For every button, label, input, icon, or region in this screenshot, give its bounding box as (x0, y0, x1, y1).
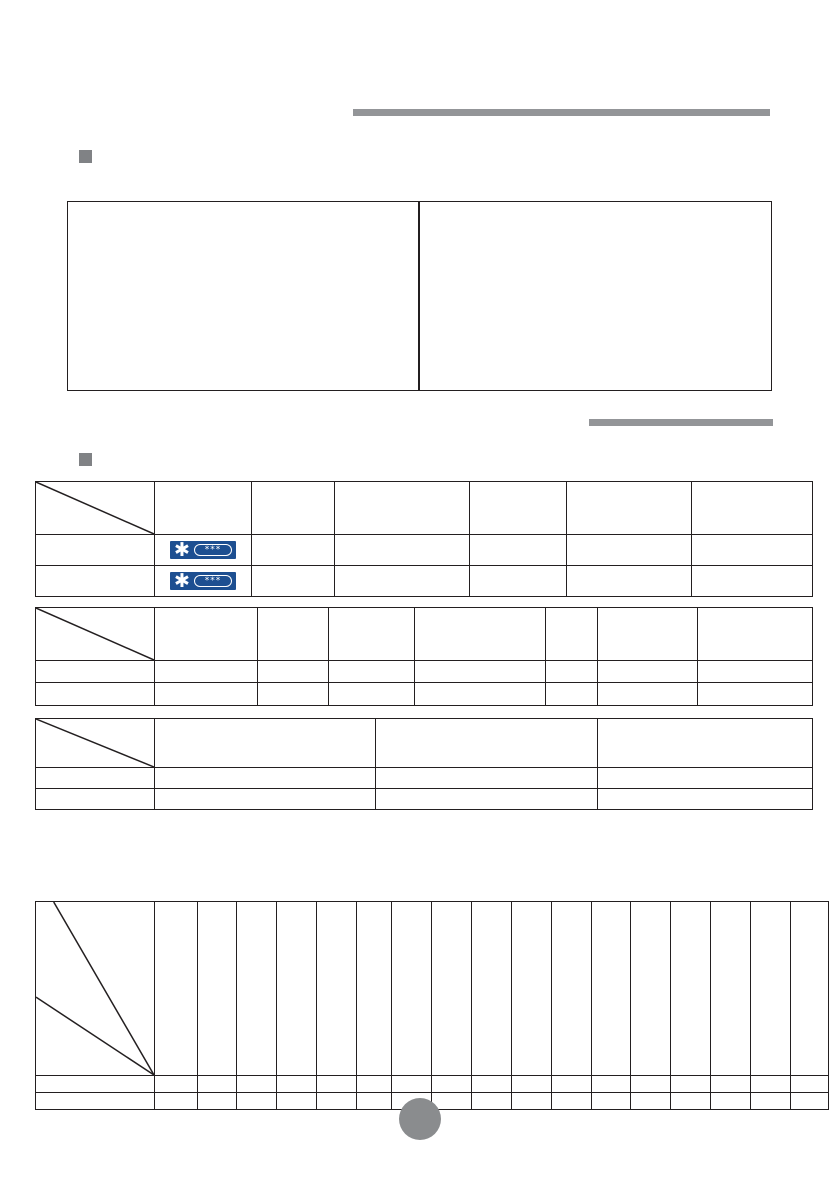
table-cell (277, 1093, 317, 1110)
table-cell (592, 1076, 631, 1093)
table-cell (698, 661, 813, 683)
table-header-cell (567, 482, 692, 535)
section-rule-top (353, 109, 770, 116)
table-header-cell (237, 902, 277, 1076)
table-header-cell (198, 902, 237, 1076)
table-row-label (36, 683, 155, 706)
table-header-cell (335, 482, 470, 535)
table-cell (155, 768, 376, 789)
table-cell (155, 1093, 198, 1110)
table-cell (671, 1076, 711, 1093)
table-header-cell (392, 902, 432, 1076)
table-cell (598, 661, 698, 683)
table-row-label (36, 566, 155, 597)
spec-table-1 (35, 481, 813, 597)
table-cell (512, 1076, 552, 1093)
freezer-icon-cell (155, 566, 252, 597)
table-cell (751, 1093, 791, 1110)
table-cell (415, 683, 546, 706)
table-header-cell (598, 608, 698, 661)
table-row-label (36, 1093, 155, 1110)
freezer-three-star-icon: ✱ *** (170, 572, 236, 590)
table-cell (598, 789, 813, 810)
table-header-cell (751, 902, 791, 1076)
table-cell (258, 683, 329, 706)
table-cell (791, 1093, 829, 1110)
table-cell (335, 566, 470, 597)
table-cell (751, 1076, 791, 1093)
table-header-cell (671, 902, 711, 1076)
table-row-label (36, 1076, 155, 1093)
section-rule-mid (589, 419, 773, 426)
table-cell (567, 535, 692, 566)
table-cell (376, 789, 598, 810)
table-cell (329, 683, 415, 706)
table-cell (472, 1093, 512, 1110)
table-cell (155, 1076, 198, 1093)
table-cell (155, 661, 258, 683)
table-cell (711, 1093, 751, 1110)
table-cell (376, 768, 598, 789)
table-header-cell (546, 608, 598, 661)
table-header-cell (376, 719, 598, 768)
table-header-cell (631, 902, 671, 1076)
table-header-cell (155, 719, 376, 768)
table-cell (631, 1076, 671, 1093)
section-marker-2 (79, 453, 92, 466)
spec-table-3 (35, 718, 813, 810)
section-marker-1 (79, 150, 92, 163)
table-cell (155, 683, 258, 706)
info-box (67, 201, 772, 391)
table-cell (357, 1076, 392, 1093)
table-row-label (36, 789, 155, 810)
table-header-cell (472, 902, 512, 1076)
table-header-cell (692, 482, 813, 535)
table-header-cell (155, 482, 252, 535)
table-corner-cell (36, 482, 155, 535)
freezer-icon-cell (155, 535, 252, 566)
table-header-cell (155, 608, 258, 661)
table-header-cell (357, 902, 392, 1076)
table-cell (592, 1093, 631, 1110)
table-header-cell (470, 482, 567, 535)
table-cell (512, 1093, 552, 1110)
table-cell (329, 661, 415, 683)
table-cell (552, 1093, 592, 1110)
table-cell (470, 535, 567, 566)
table-header-cell (711, 902, 751, 1076)
page-number-circle (399, 1098, 441, 1140)
table-header-cell (155, 902, 198, 1076)
table-header-cell (317, 902, 357, 1076)
table-cell (598, 683, 698, 706)
table-header-cell (277, 902, 317, 1076)
table-cell (546, 661, 598, 683)
info-box-divider (418, 202, 420, 390)
table-header-cell (258, 608, 329, 661)
table-cell (277, 1076, 317, 1093)
table-cell (567, 566, 692, 597)
table-cell (237, 1076, 277, 1093)
table-cell (598, 768, 813, 789)
table-cell (392, 1076, 432, 1093)
table-cell (631, 1093, 671, 1110)
table-header-cell (432, 902, 472, 1076)
table-corner-cell (36, 902, 155, 1076)
table-cell (335, 535, 470, 566)
table-cell (470, 566, 567, 597)
table-corner-cell (36, 608, 155, 661)
table-row-label (36, 768, 155, 789)
table-header-cell (415, 608, 546, 661)
table-cell (252, 535, 335, 566)
table-header-cell (592, 902, 631, 1076)
table-header-cell (698, 608, 813, 661)
table-cell (671, 1093, 711, 1110)
table-cell (432, 1076, 472, 1093)
table-header-cell (329, 608, 415, 661)
freezer-three-star-icon: ✱ *** (170, 541, 236, 559)
table-cell (698, 683, 813, 706)
table-cell (692, 535, 813, 566)
table-cell (237, 1093, 277, 1110)
spec-table-2 (35, 607, 813, 706)
table-header-cell (552, 902, 592, 1076)
table-cell (317, 1093, 357, 1110)
table-cell (791, 1076, 829, 1093)
table-cell (252, 566, 335, 597)
table-cell (472, 1076, 512, 1093)
table-cell (155, 789, 376, 810)
table-header-cell (252, 482, 335, 535)
table-cell (357, 1093, 392, 1110)
table-cell (317, 1076, 357, 1093)
table-cell (692, 566, 813, 597)
table-cell (198, 1076, 237, 1093)
table-cell (415, 661, 546, 683)
table-header-cell (512, 902, 552, 1076)
table-row-label (36, 661, 155, 683)
table-header-cell (791, 902, 829, 1076)
table-cell (546, 683, 598, 706)
table-corner-cell (36, 719, 155, 768)
table-row-label (36, 535, 155, 566)
table-header-cell (598, 719, 813, 768)
table-cell (711, 1076, 751, 1093)
table-cell (258, 661, 329, 683)
table-cell (552, 1076, 592, 1093)
spec-table-4 (35, 901, 829, 1110)
table-cell (198, 1093, 237, 1110)
